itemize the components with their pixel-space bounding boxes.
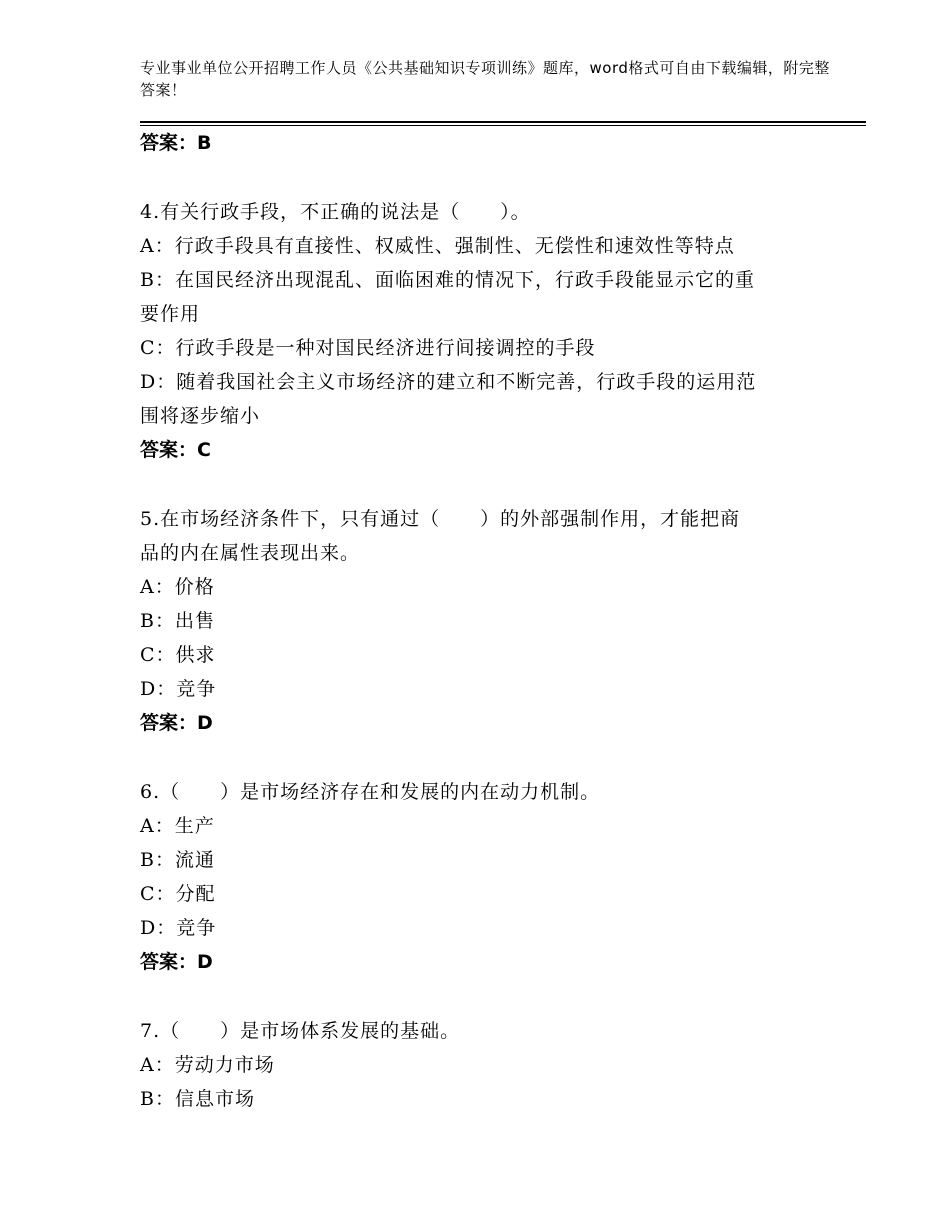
question-4-option-c: C：行政手段是一种对国民经济进行间接调控的手段 xyxy=(140,337,596,359)
question-5-option-c: C：供求 xyxy=(140,644,216,666)
header-rule-thick xyxy=(140,121,866,123)
question-6-option-c: C：分配 xyxy=(140,883,216,905)
question-6-option-d: D：竞争 xyxy=(140,917,217,939)
question-4-option-b-line2: 要作用 xyxy=(140,303,201,325)
question-7-option-b: B：信息市场 xyxy=(140,1088,255,1110)
question-5-stem-line1: 5.在市场经济条件下，只有通过（ ）的外部强制作用，才能把商 xyxy=(140,508,741,530)
question-5-option-d: D：竞争 xyxy=(140,678,217,700)
question-6-stem: 6.（ ）是市场经济存在和发展的内在动力机制。 xyxy=(140,781,601,803)
question-6-answer: 答案：D xyxy=(140,951,213,973)
question-5-answer: 答案：D xyxy=(140,712,213,734)
answer-label: 答案：B xyxy=(140,132,212,154)
question-4-option-d-line1: D：随着我国社会主义市场经济的建立和不断完善，行政手段的运用范 xyxy=(140,371,757,393)
question-7-option-a: A：劳动力市场 xyxy=(140,1054,275,1076)
question-5-option-a: A：价格 xyxy=(140,576,215,598)
document-header: 专业事业单位公开招聘工作人员《公共基础知识专项训练》题库，word格式可自由下载编辑，附完整答案！ xyxy=(140,59,830,99)
question-6-option-b: B：流通 xyxy=(140,849,215,871)
question-4-stem: 4.有关行政手段，不正确的说法是（ ）。 xyxy=(140,201,531,223)
question-6-option-a: A：生产 xyxy=(140,815,215,837)
question-4-option-d-line2: 围将逐步缩小 xyxy=(140,405,261,427)
question-4-option-b-line1: B：在国民经济出现混乱、面临困难的情况下，行政手段能显示它的重 xyxy=(140,269,755,291)
question-5-stem-line2: 品的内在属性表现出来。 xyxy=(140,542,361,564)
question-5-option-b: B：出售 xyxy=(140,610,215,632)
header-rule-thin xyxy=(140,125,866,126)
question-4-answer: 答案：C xyxy=(140,439,211,461)
question-7-stem: 7.（ ）是市场体系发展的基础。 xyxy=(140,1020,461,1042)
question-4-option-a: A：行政手段具有直接性、权威性、强制性、无偿性和速效性等特点 xyxy=(140,235,735,257)
